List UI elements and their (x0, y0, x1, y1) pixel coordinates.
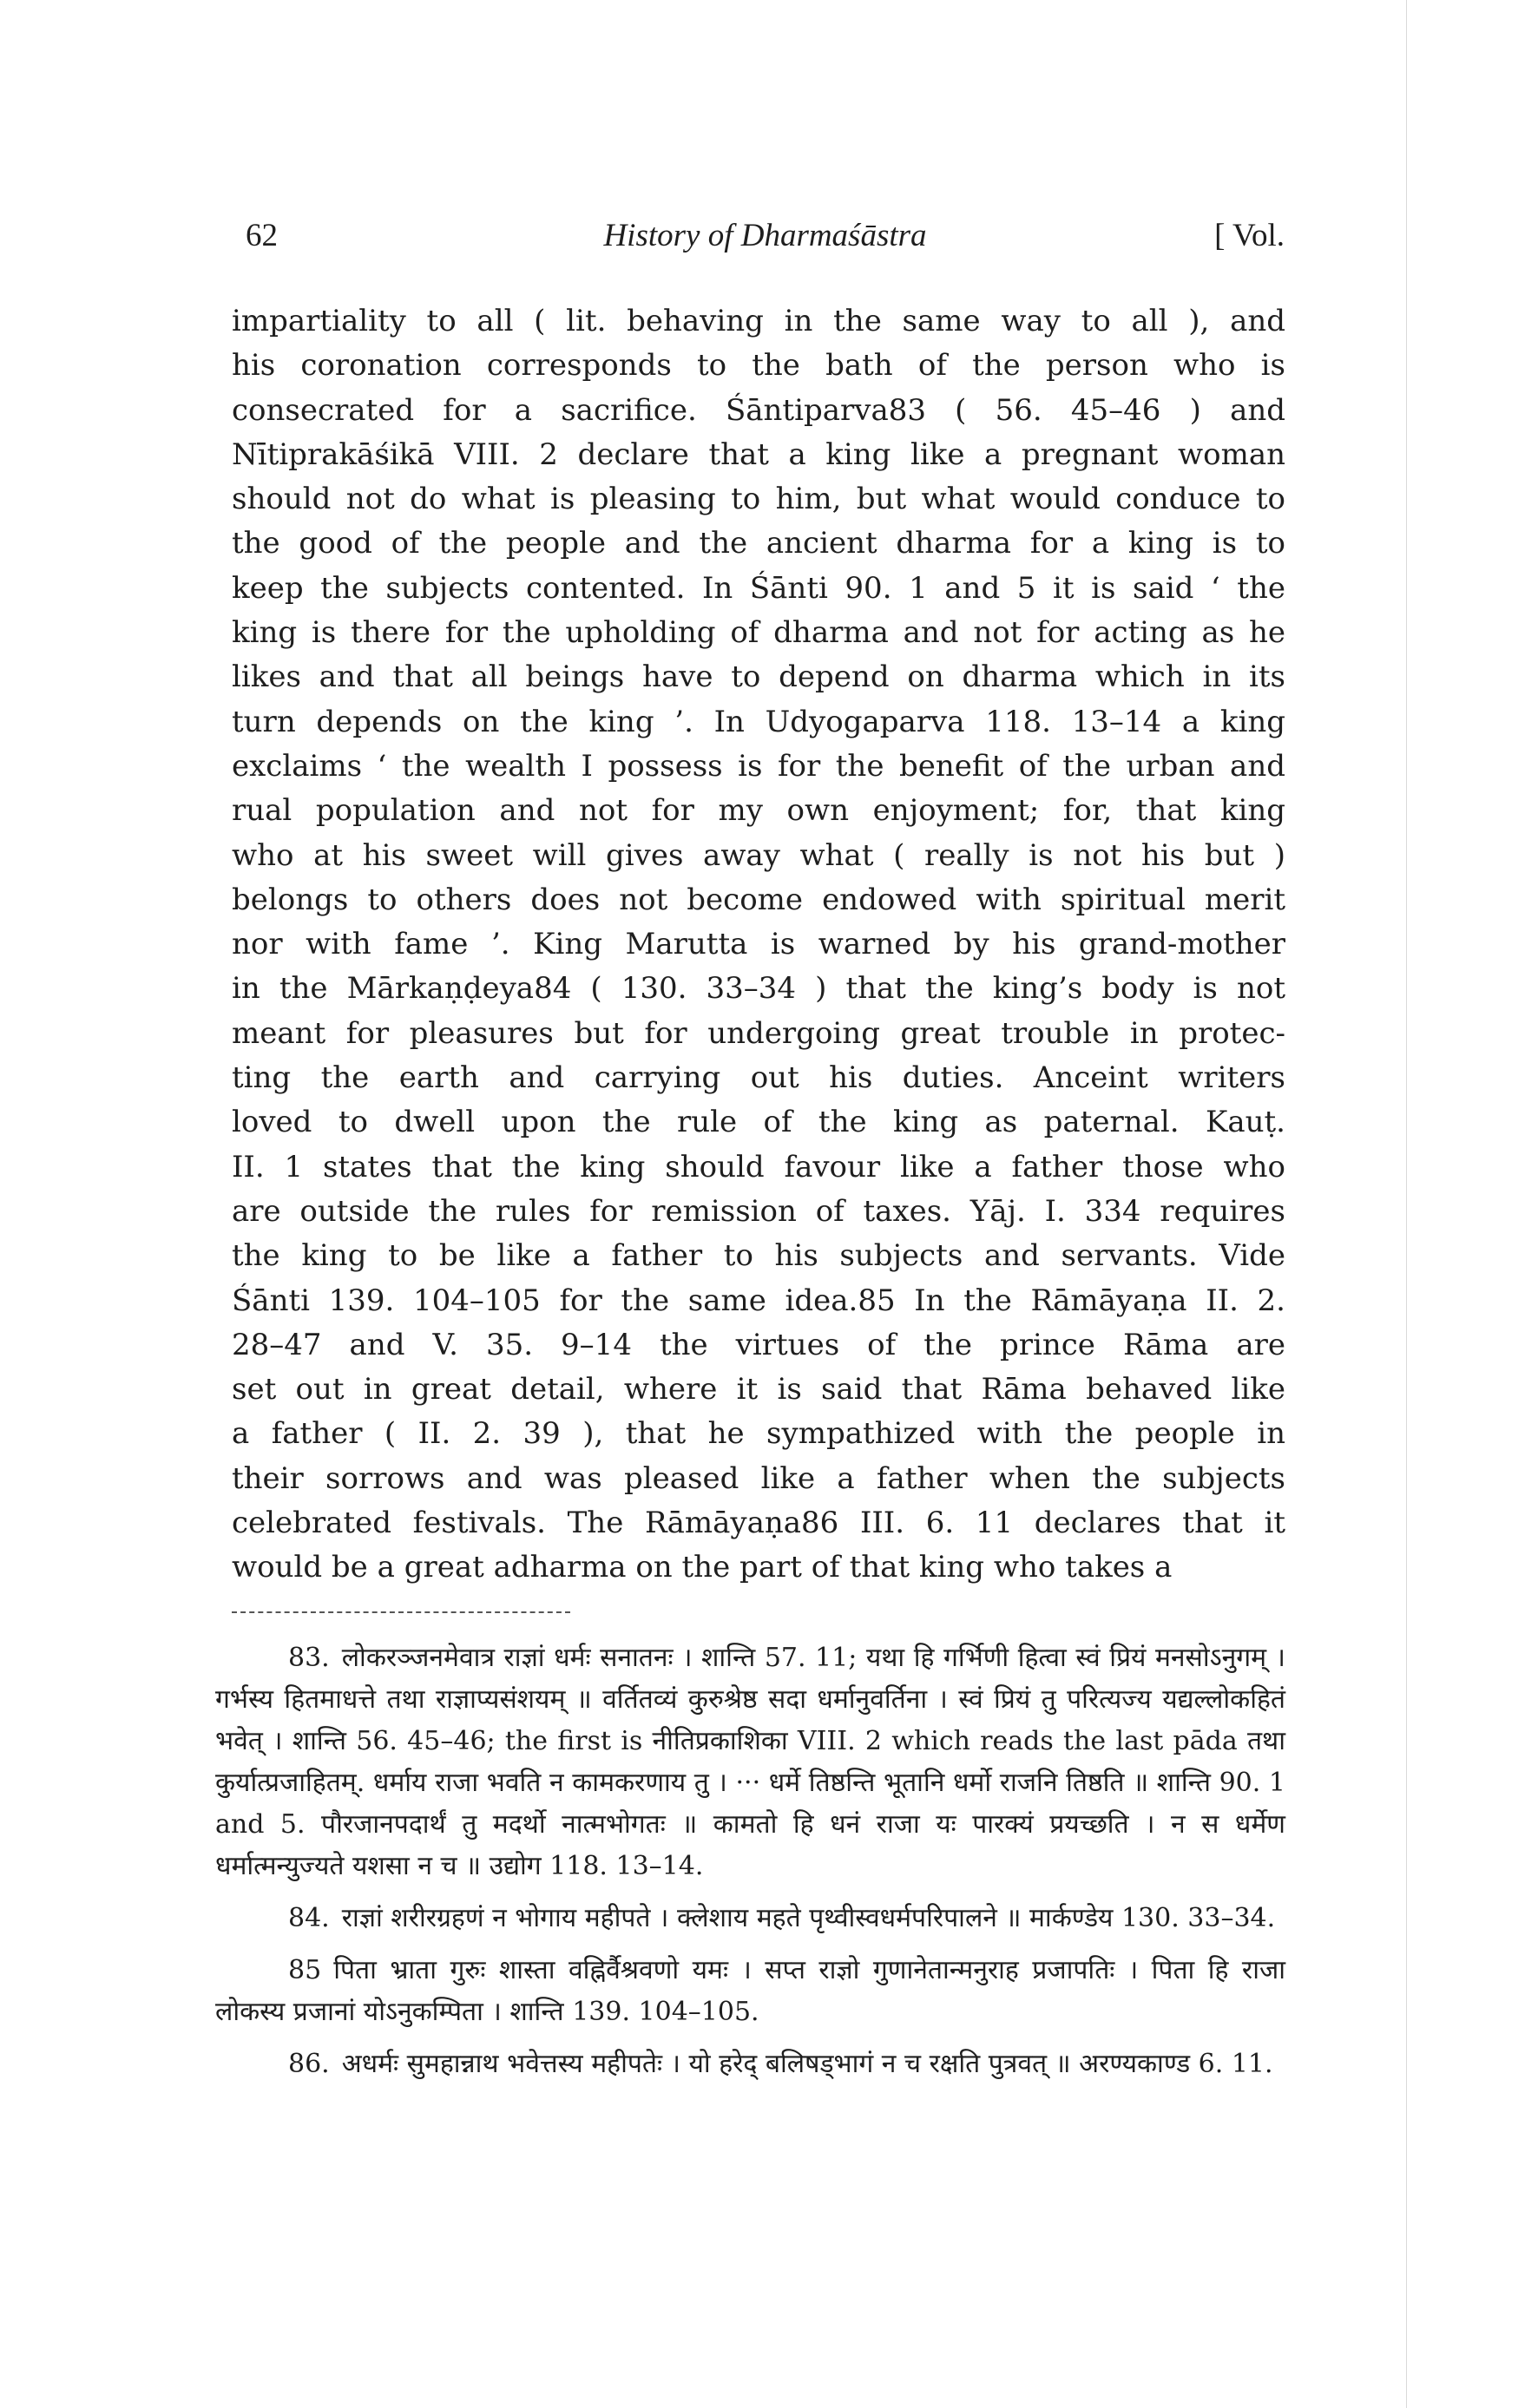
footnote-number: 85 (288, 1955, 322, 1985)
body-line: would be a great adharma on the part of that king who takes a (232, 1550, 1173, 1585)
page-edge-line (1406, 0, 1407, 2408)
body-line: Nītiprakāśikā VIII. 2 declare that a king like a pregnant woman (232, 436, 1285, 472)
body-line: king is there for the upholding of dharma and not for acting as he (232, 615, 1285, 651)
body-text (232, 299, 1285, 1591)
body-line: their sorrows and was pleased like a father when the subjects (232, 1460, 1285, 1496)
footnotes (215, 1637, 1285, 2096)
body-line: loved to dwell upon the rule of the king as paternal. Kauṭ. (232, 1105, 1285, 1140)
body-line: set out in great detail, where it is said that Rāma behaved like (232, 1372, 1285, 1407)
body-line: the king to be like a father to his subjects and servants. Vide (232, 1238, 1285, 1274)
footnote-number: 83. (288, 1643, 330, 1673)
footnote-number: 86. (288, 2049, 330, 2079)
body-line: impartiality to all ( lit. behaving in the same way to all ), and (232, 304, 1285, 338)
page-header (246, 217, 1285, 259)
body-line: in the Mārkaṇḍeya84 ( 130. 33–34 ) that the king’s body is not (232, 971, 1285, 1007)
footnote-text: लोकरञ्जनमेवात्र राज्ञां धर्मः सनातनः । शान्ति 57. 11; यथा हि गर्भिणी हित्वा स्वं प्रियं मनसोऽनुगम् । गर्भस्य हितमाधत्ते तथा राज्ञाप्यसंशयम् ॥ वर्तितव्यं कुरुश्रेष्ठ सदा धर्मानुवर्तिना । स्वं प्रियं तु परित्यज्य यद्यल्लोकहितं भवेत् । शान्ति 56. 45–46; the first is नीतिप्रकाशिका VIII. 2 which reads the last pāda तथा कुर्यात्प्रजाहितम्. धर्माय राजा भवति न कामकरणाय तु । ··· धर्मे तिष्ठन्ति भूतानि धर्मो राजनि तिष्ठति ॥ शान्ति 90. 1 and 5. पौरजानपदार्थं तु मदर्थो नात्मभोगतः ॥ कामतो हि धनं राजा यः पारक्यं प्रयच्छति । न स धर्मेण धर्मात्मन्युज्यते यशसा न च ॥ उद्योग 118. 13–14. (215, 1643, 1285, 1881)
body-line: Śānti 139. 104–105 for the same idea.85 In the Rāmāyaṇa II. 2. (232, 1283, 1285, 1318)
footnote-86 (215, 2044, 1285, 2085)
footnote-85 (215, 1950, 1285, 2033)
footnote-text: राज्ञां शरीरग्रहणं न भोगाय महीपते । क्लेशाय महते पृथ्वीस्वधर्मपरिपालने ॥ मार्कण्डेय 130. 33–34. (341, 1903, 1276, 1933)
footnote-text: पिता भ्राता गुरुः शास्ता वह्निर्वैश्रवणो यमः । सप्त राज्ञो गुणानेतान्मनुराह प्रजापतिः । पिता हि राजा लोकस्य प्रजानां योऽनुकम्पिता । शान्ति 139. 104–105. (215, 1955, 1285, 2027)
running-title: History of Dharmaśāstra (603, 218, 927, 253)
volume-marker: [ Vol. (1214, 218, 1285, 253)
body-line: meant for pleasures but for undergoing great trouble in protec- (232, 1015, 1285, 1051)
body-line: likes and that all beings have to depend on dharma which in its (232, 659, 1285, 695)
footnote-text: अधर्मः सुमहान्नाथ भवेत्तस्य महीपतेः । यो हरेद् बलिषड्भागं न च रक्षति पुत्रवत् ॥ अरण्यकाण्ड 6. 11. (341, 2049, 1273, 2079)
footnote-84 (215, 1898, 1285, 1939)
body-line: ting the earth and carrying out his duties. Anceint writers (232, 1060, 1285, 1096)
body-line: 28–47 and V. 35. 9–14 the virtues of the prince Rāma are (232, 1327, 1285, 1362)
body-line: nor with fame ’. King Marutta is warned by his grand-mother (232, 927, 1285, 962)
body-line: belongs to others does not become endowed with spiritual merit (232, 882, 1285, 917)
footnote-83 (215, 1637, 1285, 1887)
body-line: celebrated festivals. The Rāmāyaṇa86 III. 6. 11 declares that it (232, 1506, 1285, 1541)
body-line: consecrated for a sacrifice. Śāntiparva83 ( 56. 45–46 ) and (232, 392, 1285, 428)
body-line: the good of the people and the ancient dharma for a king is to (232, 526, 1285, 561)
body-line: a father ( II. 2. 39 ), that he sympathized with the people in (232, 1416, 1285, 1452)
footnote-number: 84. (288, 1903, 330, 1933)
body-line: keep the subjects contented. In Śānti 90. 1 and 5 it is said ‘ the (232, 570, 1285, 606)
body-line: II. 1 states that the king should favour like a father those who (232, 1149, 1285, 1184)
body-line: should not do what is pleasing to him, but what would conduce to (232, 482, 1285, 517)
footnote-separator (232, 1611, 570, 1613)
body-line: exclaims ‘ the wealth I possess is for the benefit of the urban and (232, 748, 1285, 784)
body-line: rual population and not for my own enjoyment; for, that king (232, 793, 1285, 829)
page-number: 62 (246, 218, 278, 253)
body-line: are outside the rules for remission of taxes. Yāj. I. 334 requires (232, 1193, 1285, 1229)
body-line: turn depends on the king ’. In Udyogaparva 118. 13–14 a king (232, 704, 1285, 739)
body-line: who at his sweet will gives away what ( really is not his but ) (232, 837, 1285, 873)
body-line: his coronation corresponds to the bath of the person who is (232, 348, 1285, 384)
